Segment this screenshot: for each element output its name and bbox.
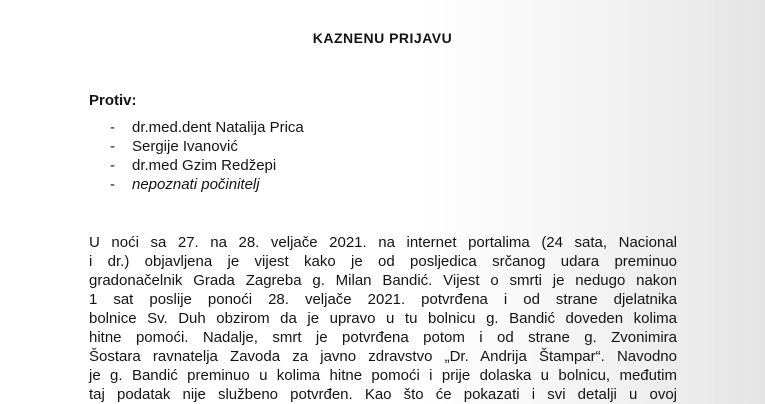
document-title: KAZNENU PRIJAVU	[312, 30, 453, 46]
against-label: Protiv:	[89, 92, 137, 109]
accused-name: dr.med Gzim Redžepi	[132, 157, 277, 174]
list-dash: -	[110, 157, 115, 174]
paragraph-line: bolnice Sv. Duh obzirom da je upravo u tu bolnicu g. Bandić doveden kolima	[89, 310, 677, 327]
paragraph-line: Šostara ravnatelja Zavoda za javno zdravstvo „Dr. Andrija Štampar“. Navodno	[89, 348, 677, 365]
list-item	[110, 156, 304, 175]
accused-name: Sergije Ivanović	[132, 138, 238, 155]
paragraph-line: hitne pomoći. Nadalje, smrt je potvrđena potom i od strane g. Zvonimira	[89, 329, 677, 346]
paragraph-line: 1 sat poslije ponoći 28. veljače 2021. potvrđena i od strane djelatnika	[89, 291, 677, 308]
paragraph-line: U noći sa 27. na 28. veljače 2021. na internet portalima (24 sata, Nacional	[89, 234, 677, 251]
list-dash: -	[110, 138, 115, 155]
paragraph-line: je g. Bandić preminuo u kolima hitne pomoći i prije dolaska u bolnicu, međutim	[89, 367, 677, 384]
accused-list	[110, 118, 304, 194]
paragraph-line: taj podatak nije službeno potvrđen. Kao što će pokazati i svi detalji u ovoj	[89, 386, 677, 403]
list-dash: -	[110, 119, 115, 136]
list-item	[110, 118, 304, 137]
accused-name: nepoznati počinitelj	[132, 176, 260, 193]
accused-name: dr.med.dent Natalija Prica	[132, 119, 304, 136]
list-item	[110, 137, 304, 156]
body-paragraph	[89, 233, 677, 404]
paragraph-line: gradonačelnik Grada Zagreba g. Milan Bandić. Vijest o smrti je nedugo nakon	[89, 272, 677, 289]
list-item	[110, 175, 304, 194]
paragraph-line: i dr.) objavljena je vijest kako je od posljedica srčanog udara preminuo	[89, 253, 677, 270]
list-dash: -	[110, 176, 115, 193]
